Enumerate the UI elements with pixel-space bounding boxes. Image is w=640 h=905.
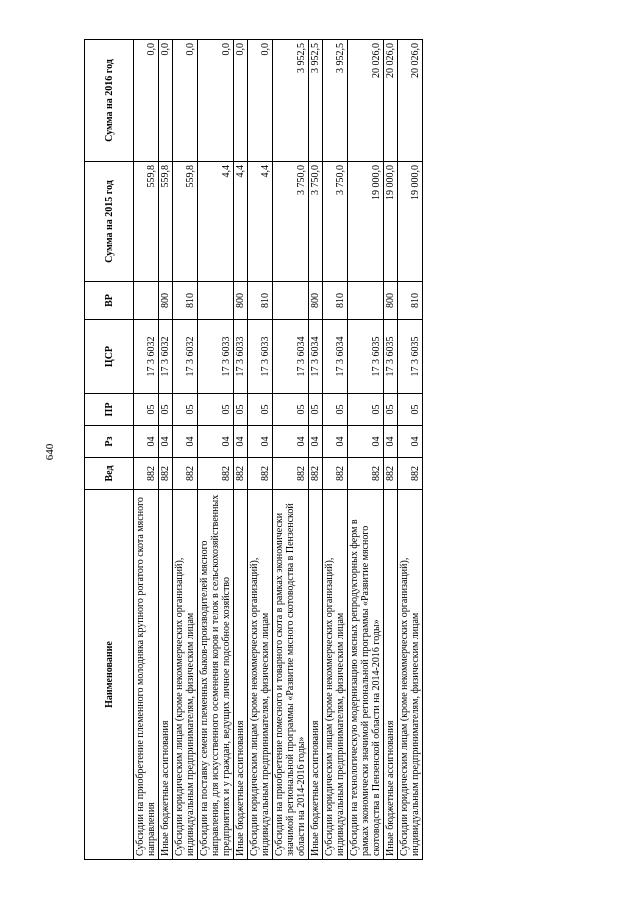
table-row xyxy=(234,40,248,860)
cell-csr: 17 3 6034 xyxy=(273,320,309,394)
cell-name: Субсидии на технологическую модернизацию мясных репродукторных ферм в рамках экономически значимой региональной программы «Развитие мясного скотоводства в Пензенской области на 2014-2016 годы» xyxy=(348,490,384,860)
cell-csr: 17 3 6033 xyxy=(248,320,273,394)
cell-rz: 04 xyxy=(248,426,273,458)
cell-sum-2016: 0,0 xyxy=(173,40,198,162)
cell-sum-2015: 3 750,0 xyxy=(273,162,309,282)
cell-pr: 05 xyxy=(348,394,384,426)
cell-csr: 17 3 6035 xyxy=(398,320,423,394)
cell-pr: 05 xyxy=(323,394,348,426)
cell-ved: 882 xyxy=(309,458,323,490)
cell-vr: 800 xyxy=(309,282,323,320)
cell-sum-2015: 19 000,0 xyxy=(398,162,423,282)
cell-ved: 882 xyxy=(348,458,384,490)
cell-ved: 882 xyxy=(198,458,234,490)
cell-sum-2016: 3 952,5 xyxy=(309,40,323,162)
cell-sum-2015: 3 750,0 xyxy=(323,162,348,282)
cell-ved: 882 xyxy=(398,458,423,490)
cell-rz: 04 xyxy=(323,426,348,458)
table-row xyxy=(173,40,198,860)
cell-rz: 04 xyxy=(173,426,198,458)
cell-pr: 05 xyxy=(273,394,309,426)
cell-csr: 17 3 6033 xyxy=(234,320,248,394)
cell-name: Иные бюджетные ассигнования xyxy=(384,490,398,860)
cell-sum-2016: 3 952,5 xyxy=(273,40,309,162)
cell-name: Иные бюджетные ассигнования xyxy=(234,490,248,860)
header-ved: Вед xyxy=(85,458,134,490)
cell-rz: 04 xyxy=(384,426,398,458)
table-row xyxy=(398,40,423,860)
table-row xyxy=(273,40,309,860)
cell-pr: 05 xyxy=(173,394,198,426)
cell-vr xyxy=(273,282,309,320)
cell-sum-2016: 3 952,5 xyxy=(323,40,348,162)
page-number: 640 xyxy=(44,443,56,461)
cell-csr: 17 3 6034 xyxy=(323,320,348,394)
cell-vr: 810 xyxy=(323,282,348,320)
cell-sum-2016: 20 026,0 xyxy=(348,40,384,162)
cell-ved: 882 xyxy=(323,458,348,490)
table-row xyxy=(384,40,398,860)
cell-vr: 800 xyxy=(234,282,248,320)
cell-sum-2015: 19 000,0 xyxy=(384,162,398,282)
cell-vr xyxy=(134,282,159,320)
cell-vr: 800 xyxy=(384,282,398,320)
cell-csr: 17 3 6033 xyxy=(198,320,234,394)
cell-name: Субсидии на приобретение племенного молодняка крупного рогатого скота мясного направления xyxy=(134,490,159,860)
header-rz: Рз xyxy=(85,426,134,458)
cell-csr: 17 3 6032 xyxy=(134,320,159,394)
cell-rz: 04 xyxy=(134,426,159,458)
header-csr: ЦСР xyxy=(85,320,134,394)
cell-name: Иные бюджетные ассигнования xyxy=(159,490,173,860)
cell-ved: 882 xyxy=(234,458,248,490)
cell-pr: 05 xyxy=(198,394,234,426)
budget-table xyxy=(84,39,423,860)
cell-vr: 810 xyxy=(173,282,198,320)
header-vr: ВР xyxy=(85,282,134,320)
rotated-table-container xyxy=(84,40,550,860)
cell-vr: 810 xyxy=(398,282,423,320)
cell-name: Субсидии юридическим лицам (кроме некоммерческих организаций), индивидуальным предпринимателям, физическим лицам xyxy=(398,490,423,860)
cell-rz: 04 xyxy=(198,426,234,458)
table-row xyxy=(248,40,273,860)
cell-sum-2016: 20 026,0 xyxy=(384,40,398,162)
cell-sum-2016: 0,0 xyxy=(198,40,234,162)
cell-vr xyxy=(198,282,234,320)
table-row xyxy=(159,40,173,860)
table-row xyxy=(198,40,234,860)
cell-sum-2015: 4,4 xyxy=(234,162,248,282)
cell-ved: 882 xyxy=(384,458,398,490)
cell-sum-2015: 559,8 xyxy=(134,162,159,282)
header-sum-2015: Сумма на 2015 год xyxy=(85,162,134,282)
cell-rz: 04 xyxy=(398,426,423,458)
cell-pr: 05 xyxy=(234,394,248,426)
cell-sum-2016: 0,0 xyxy=(248,40,273,162)
cell-rz: 04 xyxy=(309,426,323,458)
cell-csr: 17 3 6034 xyxy=(309,320,323,394)
cell-pr: 05 xyxy=(134,394,159,426)
header-row xyxy=(85,40,134,860)
cell-ved: 882 xyxy=(273,458,309,490)
table-row xyxy=(309,40,323,860)
cell-sum-2015: 559,8 xyxy=(159,162,173,282)
cell-sum-2015: 4,4 xyxy=(198,162,234,282)
cell-sum-2016: 0,0 xyxy=(234,40,248,162)
cell-pr: 05 xyxy=(384,394,398,426)
cell-sum-2015: 4,4 xyxy=(248,162,273,282)
cell-rz: 04 xyxy=(234,426,248,458)
cell-sum-2016: 0,0 xyxy=(159,40,173,162)
cell-name: Субсидии юридическим лицам (кроме некоммерческих организаций), индивидуальным предпринимателям, физическим лицам xyxy=(173,490,198,860)
cell-csr: 17 3 6032 xyxy=(173,320,198,394)
header-pr: ПР xyxy=(85,394,134,426)
header-sum-2016: Сумма на 2016 год xyxy=(85,40,134,162)
header-name: Наименование xyxy=(85,490,134,860)
cell-sum-2015: 19 000,0 xyxy=(348,162,384,282)
cell-name: Иные бюджетные ассигнования xyxy=(309,490,323,860)
cell-ved: 882 xyxy=(173,458,198,490)
cell-ved: 882 xyxy=(248,458,273,490)
cell-csr: 17 3 6035 xyxy=(384,320,398,394)
cell-vr: 810 xyxy=(248,282,273,320)
cell-ved: 882 xyxy=(159,458,173,490)
cell-name: Субсидии на приобретение помесного и товарного скота в рамках экономически значимой региональной программы «Развитие мясного скотоводства в Пензенской области на 2014-2016 годы» xyxy=(273,490,309,860)
table-row xyxy=(323,40,348,860)
cell-pr: 05 xyxy=(248,394,273,426)
cell-pr: 05 xyxy=(309,394,323,426)
cell-name: Субсидии юридическим лицам (кроме некоммерческих организаций), индивидуальным предпринимателям, физическим лицам xyxy=(248,490,273,860)
cell-sum-2016: 20 026,0 xyxy=(398,40,423,162)
table-row xyxy=(134,40,159,860)
cell-rz: 04 xyxy=(348,426,384,458)
cell-sum-2015: 559,8 xyxy=(173,162,198,282)
cell-sum-2016: 0,0 xyxy=(134,40,159,162)
table-row xyxy=(348,40,384,860)
cell-csr: 17 3 6035 xyxy=(348,320,384,394)
cell-csr: 17 3 6032 xyxy=(159,320,173,394)
cell-pr: 05 xyxy=(398,394,423,426)
cell-sum-2015: 3 750,0 xyxy=(309,162,323,282)
cell-name: Субсидии юридическим лицам (кроме некоммерческих организаций), индивидуальным предпринимателям, физическим лицам xyxy=(323,490,348,860)
cell-vr: 800 xyxy=(159,282,173,320)
cell-ved: 882 xyxy=(134,458,159,490)
cell-rz: 04 xyxy=(159,426,173,458)
cell-name: Субсидии на поставку семени племенных быков-производителей мясного направления, для искусственного осеменения коров и телок в сельскохозяйственных предприятиях и у граждан, ведущих личное подсобное хозяйство xyxy=(198,490,234,860)
cell-pr: 05 xyxy=(159,394,173,426)
cell-rz: 04 xyxy=(273,426,309,458)
cell-vr xyxy=(348,282,384,320)
